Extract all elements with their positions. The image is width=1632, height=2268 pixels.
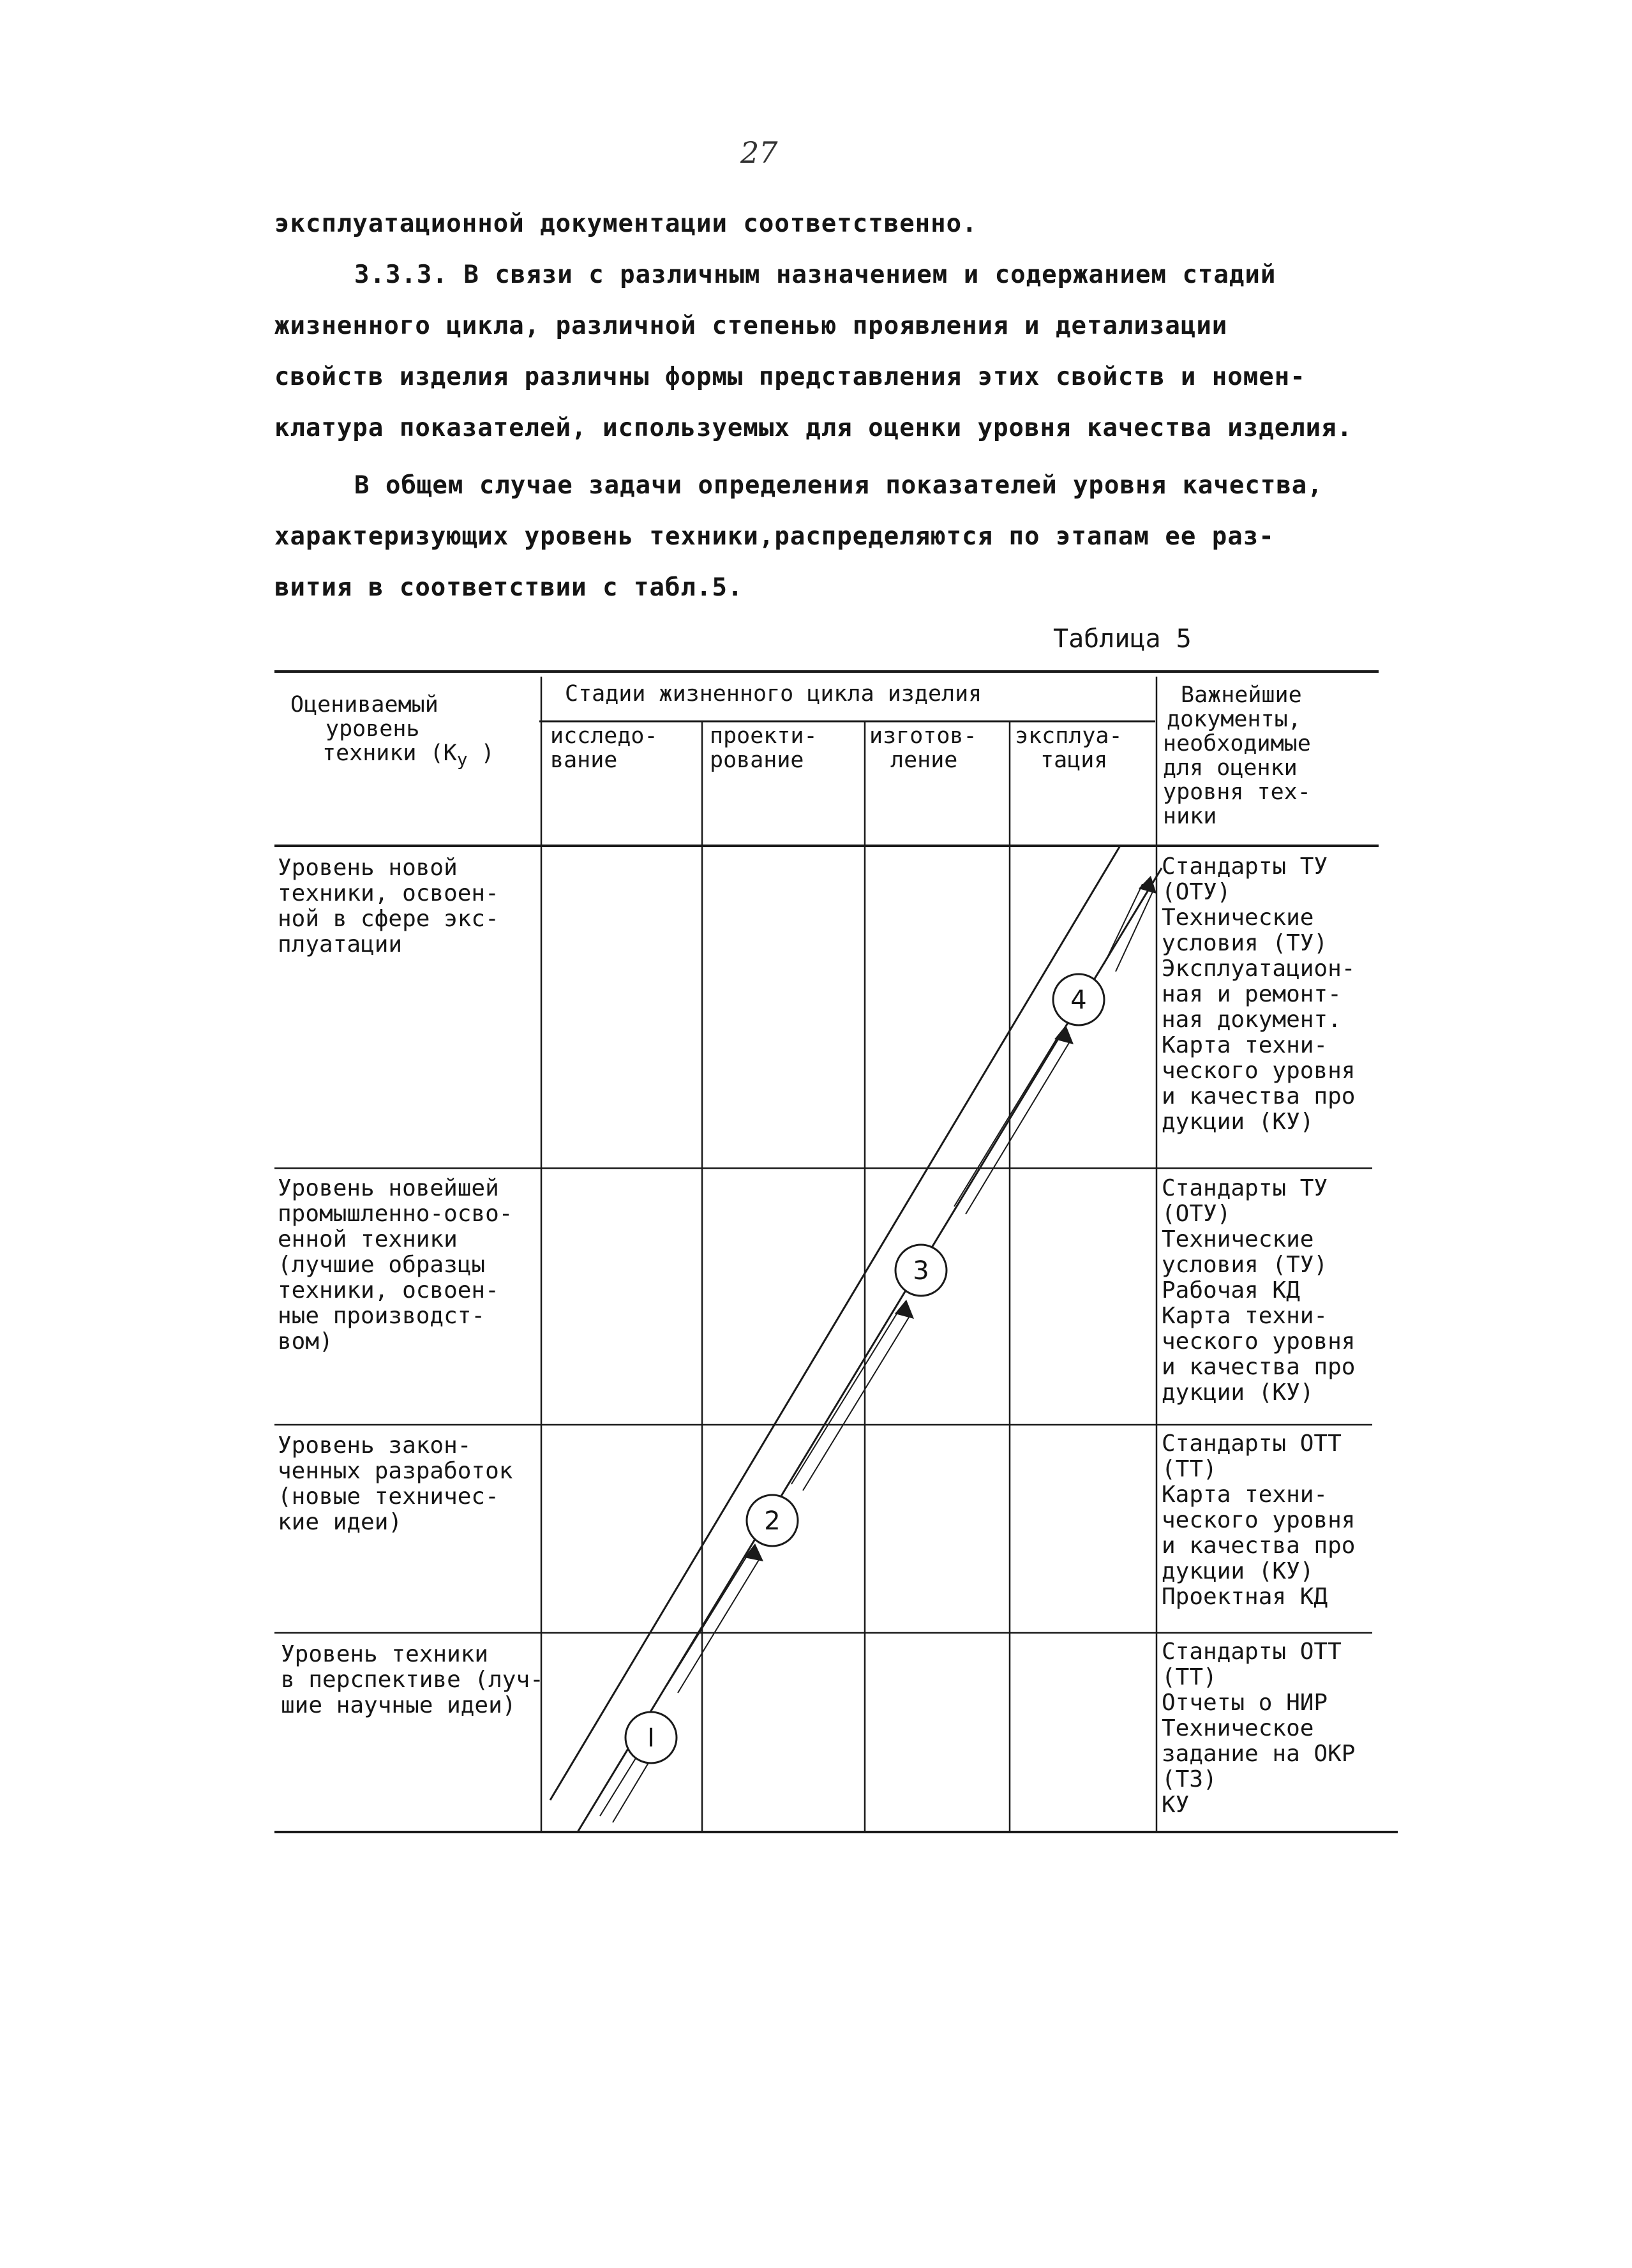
header-stage-manufacture: изготов- — [869, 723, 977, 749]
header-stages-title: Стадии жизненного цикла изделия — [565, 681, 982, 707]
header-stage-design: рование — [710, 747, 804, 773]
row-3-level: Уровень закон- ченных разработок (новые техничес- кие идеи) — [278, 1432, 513, 1535]
row-4-level: Уровень техники в перспективе (луч- шие научные идеи) — [281, 1641, 544, 1718]
stage-marker-label: 2 — [764, 1506, 781, 1536]
header-stage-manufacture: ление — [890, 747, 958, 773]
paragraph-line: 3.3.3. В связи с различным назначением и содержанием стадий — [354, 260, 1276, 289]
header-docs-line: ники — [1163, 804, 1217, 829]
stage-marker-label: 4 — [1070, 986, 1087, 1015]
paragraph-line: вития в соответствии с табл.5. — [274, 573, 744, 602]
header-docs-line: для оценки — [1163, 755, 1298, 781]
header-docs-line: необходимые — [1163, 731, 1311, 756]
header-stage-operation: эксплуа- — [1015, 723, 1123, 749]
header-stage-operation: тация — [1040, 747, 1108, 773]
stage-marker-label: 3 — [913, 1256, 929, 1286]
header-level-line: уровень — [326, 716, 420, 742]
stage-marker-label: I — [647, 1724, 655, 1753]
row-1-level: Уровень новой техники, освоен- ной в сфере экс- плуатации — [278, 855, 499, 958]
header-stage-design: проекти- — [710, 723, 818, 749]
row-4-docs: Стандарты ОТТ (ТТ) Отчеты о НИР Техническое задание на ОКР (ТЗ) КУ — [1162, 1639, 1356, 1818]
header-level-line: техники ($К_у$ ) — [322, 740, 495, 770]
header-stage-research: вание — [550, 747, 618, 773]
table-caption: Таблица 5 — [1053, 624, 1192, 654]
header-level-line: Оцениваемый — [290, 692, 438, 717]
paragraph-line: клатура показателей, используемых для оценки уровня качества изделия. — [274, 414, 1353, 442]
row-2-level: Уровень новейшей промышленно-осво- енной техники (лучшие образцы техники, освоен- ные производст- вом) — [278, 1175, 513, 1355]
paragraph-line: характеризующих уровень техники,распределяются по этапам ее раз- — [274, 522, 1275, 551]
header-docs-line: документы, — [1167, 707, 1301, 732]
page-number: 27 — [740, 135, 778, 170]
header-docs-line: уровня тех- — [1163, 779, 1311, 805]
row-3-docs: Стандарты ОТТ (ТТ) Карта техни- ческого уровня и качества про дукции (КУ) Проектная КД — [1162, 1431, 1356, 1610]
paragraph-line: эксплуатационной документации соответственно. — [274, 209, 978, 238]
header-stage-research: исследо- — [550, 723, 658, 749]
row-2-docs: Стандарты ТУ (ОТУ) Технические условия (ТУ) Рабочая КД Карта техни- ческого уровня и качества про дукции (КУ) — [1162, 1175, 1356, 1406]
paragraph-line: жизненного цикла, различной степенью проявления и детализации — [274, 312, 1228, 340]
header-docs-line: Важнейшие — [1181, 682, 1302, 708]
paragraph-line: свойств изделия различны формы представления этих свойств и номен- — [274, 363, 1306, 391]
paragraph-line: В общем случае задачи определения показателей уровня качества, — [354, 471, 1323, 500]
row-1-docs: Стандарты ТУ (ОТУ) Технические условия (ТУ) Эксплуатацион- ная и ремонт- ная документ. Карта техни- ческого уровня и качества про дукции (КУ) — [1162, 853, 1356, 1135]
